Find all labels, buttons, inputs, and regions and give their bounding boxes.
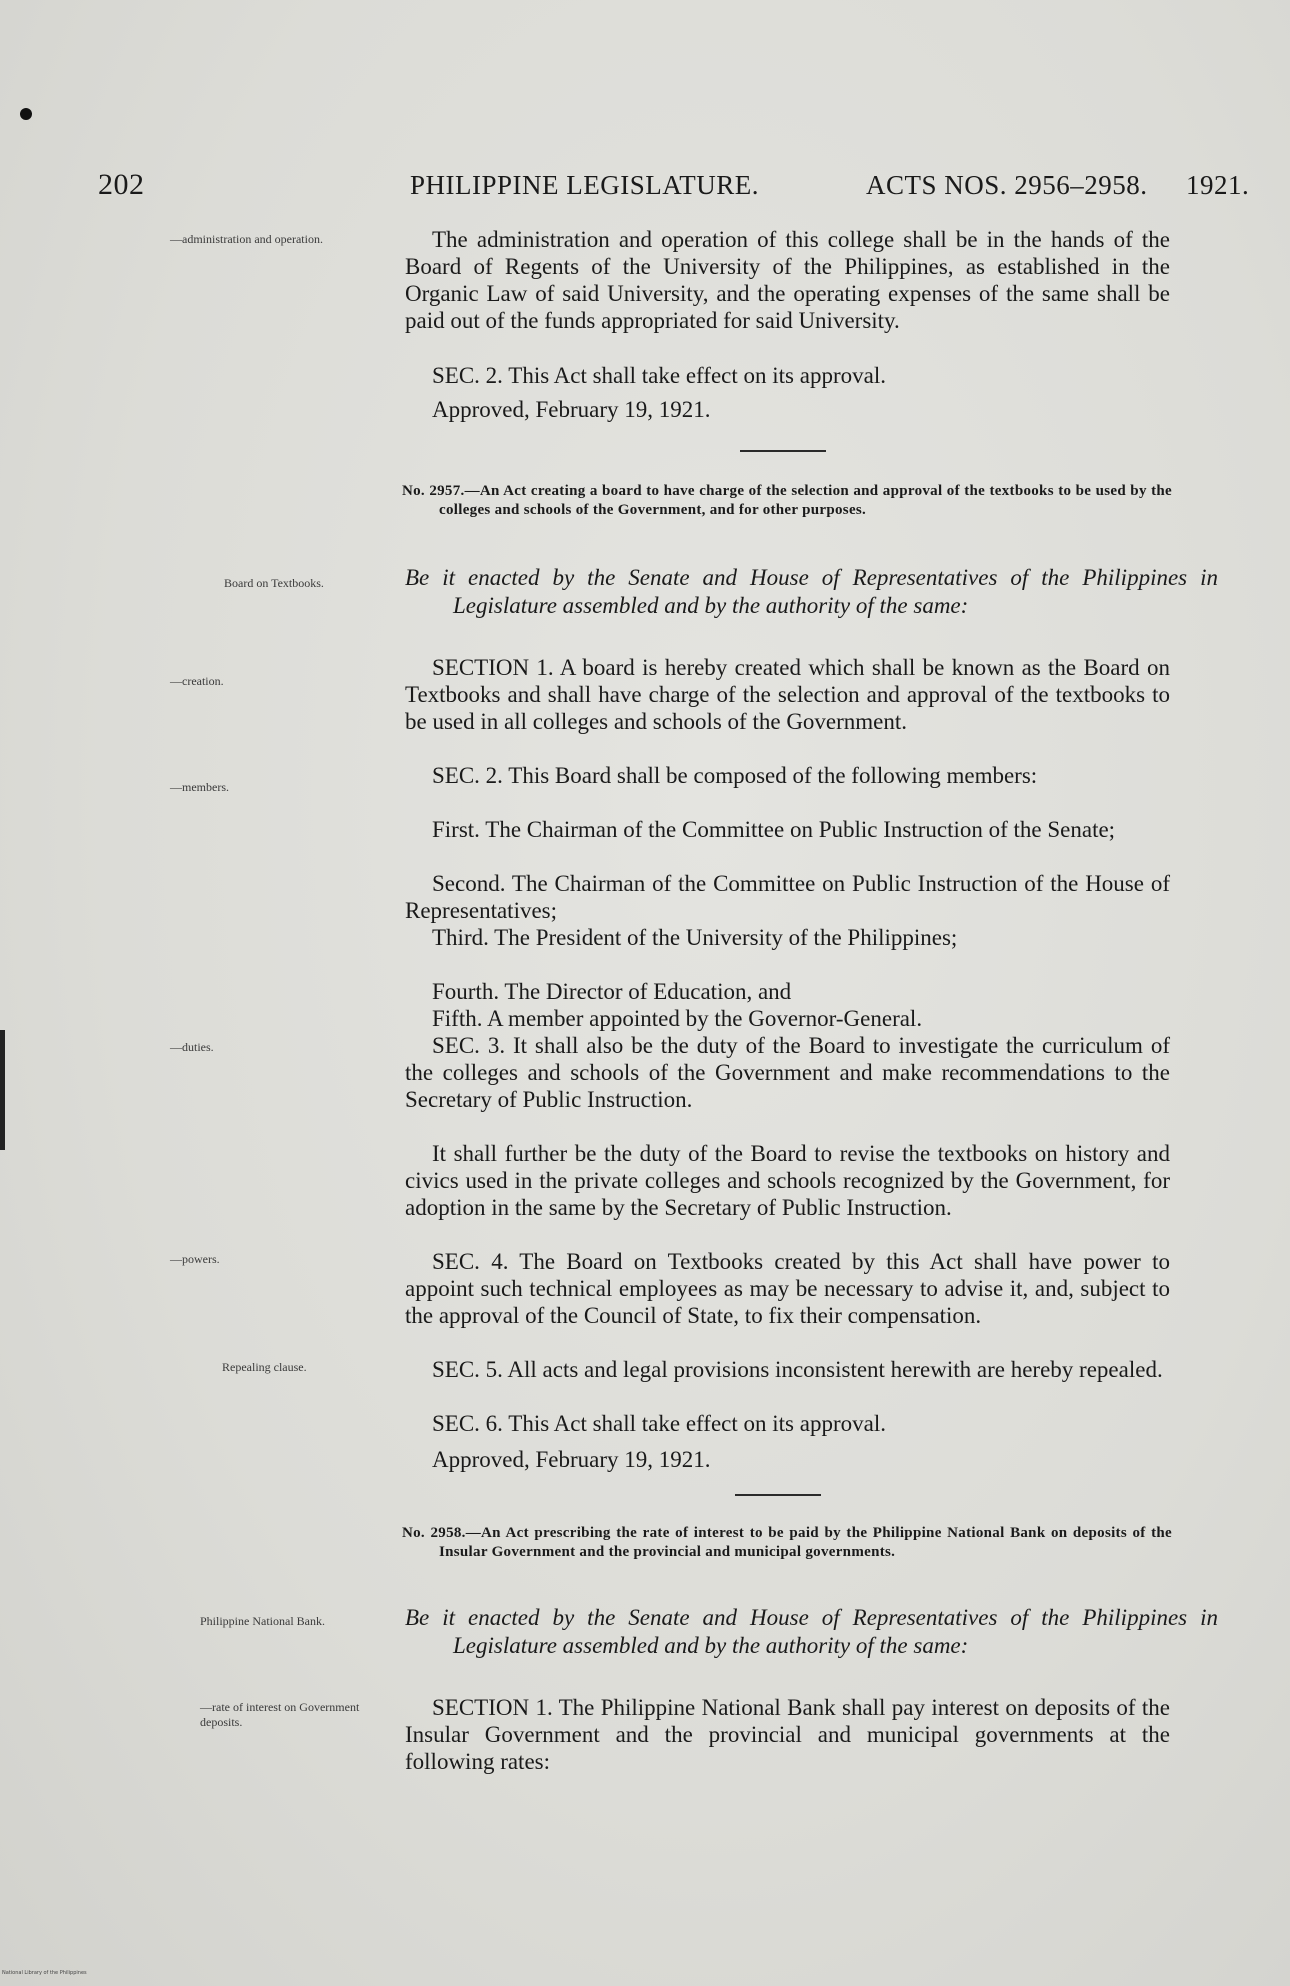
act2957-fifth: Fifth. A member appointed by the Governor-General. — [432, 1006, 923, 1031]
header-year: 1921. — [1186, 170, 1250, 200]
section-divider — [740, 450, 826, 452]
act2957-fourth: Fourth. The Director of Education, and — [432, 979, 792, 1004]
margin-note-rate: —rate of interest on Government deposits. — [200, 1700, 360, 1729]
act2957-third: Third. The President of the University of the Philippines; — [432, 925, 958, 950]
page-number: 202 — [98, 168, 145, 201]
header-title: PHILIPPINE LEGISLATURE. — [410, 170, 759, 200]
margin-note-repealing: Repealing clause. — [222, 1360, 307, 1374]
act2958-enacting-clause: Be it enacted by the Senate and House of Representatives of the Philippines in Legislature assembled and by the authority of the same: — [405, 1605, 1218, 1658]
act2957-sec3: SEC. 3. It shall also be the duty of the Board to investigate the curriculum of the colleges and schools of the Government and make recommendations to the Secretary of Public Instruction. — [405, 1033, 1170, 1112]
header-acts: ACTS NOS. 2956–2958. — [866, 170, 1148, 200]
act2957-enacting-clause: Be it enacted by the Senate and House of Representatives of the Philippines in Legislature assembled and by the authority of the same: — [405, 565, 1218, 618]
act2957-sec2: SEC. 2. This Board shall be composed of the following members: — [432, 763, 1038, 788]
act2957-second: Second. The Chairman of the Committee on Public Instruction of the House of Representatives; — [405, 871, 1170, 923]
act2956-paragraph: The administration and operation of this college shall be in the hands of the Board of Regents of the University of the Philippines, as established in the Organic Law of said University, and the operating expenses of the same shall be paid out of the funds appropriated for said University. — [405, 227, 1170, 333]
act2957-sec5: SEC. 5. All acts and legal provisions inconsistent herewith are hereby repealed. — [432, 1357, 1163, 1382]
margin-note-pnb: Philippine National Bank. — [200, 1614, 325, 1628]
act2957-sec6: SEC. 6. This Act shall take effect on its approval. — [432, 1411, 886, 1436]
footer-credit: National Library of the Philippines — [2, 1970, 87, 1976]
margin-note-members: —members. — [170, 780, 229, 794]
margin-note-powers: —powers. — [170, 1252, 220, 1266]
ink-dot — [20, 108, 32, 120]
margin-note-duties: —duties. — [170, 1040, 214, 1054]
act2957-heading: No. 2957.—An Act creating a board to have charge of the selection and approval of the textbooks to be used by the colleges and schools of the Government, and for other purposes. — [402, 483, 1172, 518]
margin-note-board: Board on Textbooks. — [224, 576, 324, 590]
binding-edge-mark — [0, 1030, 5, 1150]
act2958-sec1: SECTION 1. The Philippine National Bank shall pay interest on deposits of the Insular Government and the provincial and municipal governments at the following rates: — [405, 1695, 1170, 1774]
act2957-sec1: SECTION 1. A board is hereby created which shall be known as the Board on Textbooks and shall have charge of the selection and approval of the textbooks to be used in all colleges and schools of the Government. — [405, 655, 1170, 734]
act2957-approved: Approved, February 19, 1921. — [432, 1447, 711, 1472]
section-divider-2 — [735, 1494, 821, 1496]
act2956-approved: Approved, February 19, 1921. — [432, 397, 711, 422]
running-header — [98, 168, 1250, 212]
margin-note-creation: —creation. — [170, 674, 224, 688]
act2956-sec2: SEC. 2. This Act shall take effect on its approval. — [432, 363, 886, 388]
act2957-first: First. The Chairman of the Committee on Public Instruction of the Senate; — [432, 817, 1116, 842]
act2958-heading: No. 2958.—An Act prescribing the rate of interest to be paid by the Philippine National Bank on deposits of the Insular Government and the provincial and municipal governments. — [402, 1525, 1172, 1560]
act2957-sec4: SEC. 4. The Board on Textbooks created by this Act shall have power to appoint such technical employees as may be necessary to advise it, and, subject to the approval of the Council of State, to fix their compensation. — [405, 1249, 1170, 1328]
act2957-sec3-cont: It shall further be the duty of the Board to revise the textbooks on history and civics used in the private colleges and schools recognized by the Government, for adoption in the same by the Secretary of Public Instruction. — [405, 1141, 1170, 1220]
margin-note-admin: —administration and operation. — [170, 232, 323, 246]
